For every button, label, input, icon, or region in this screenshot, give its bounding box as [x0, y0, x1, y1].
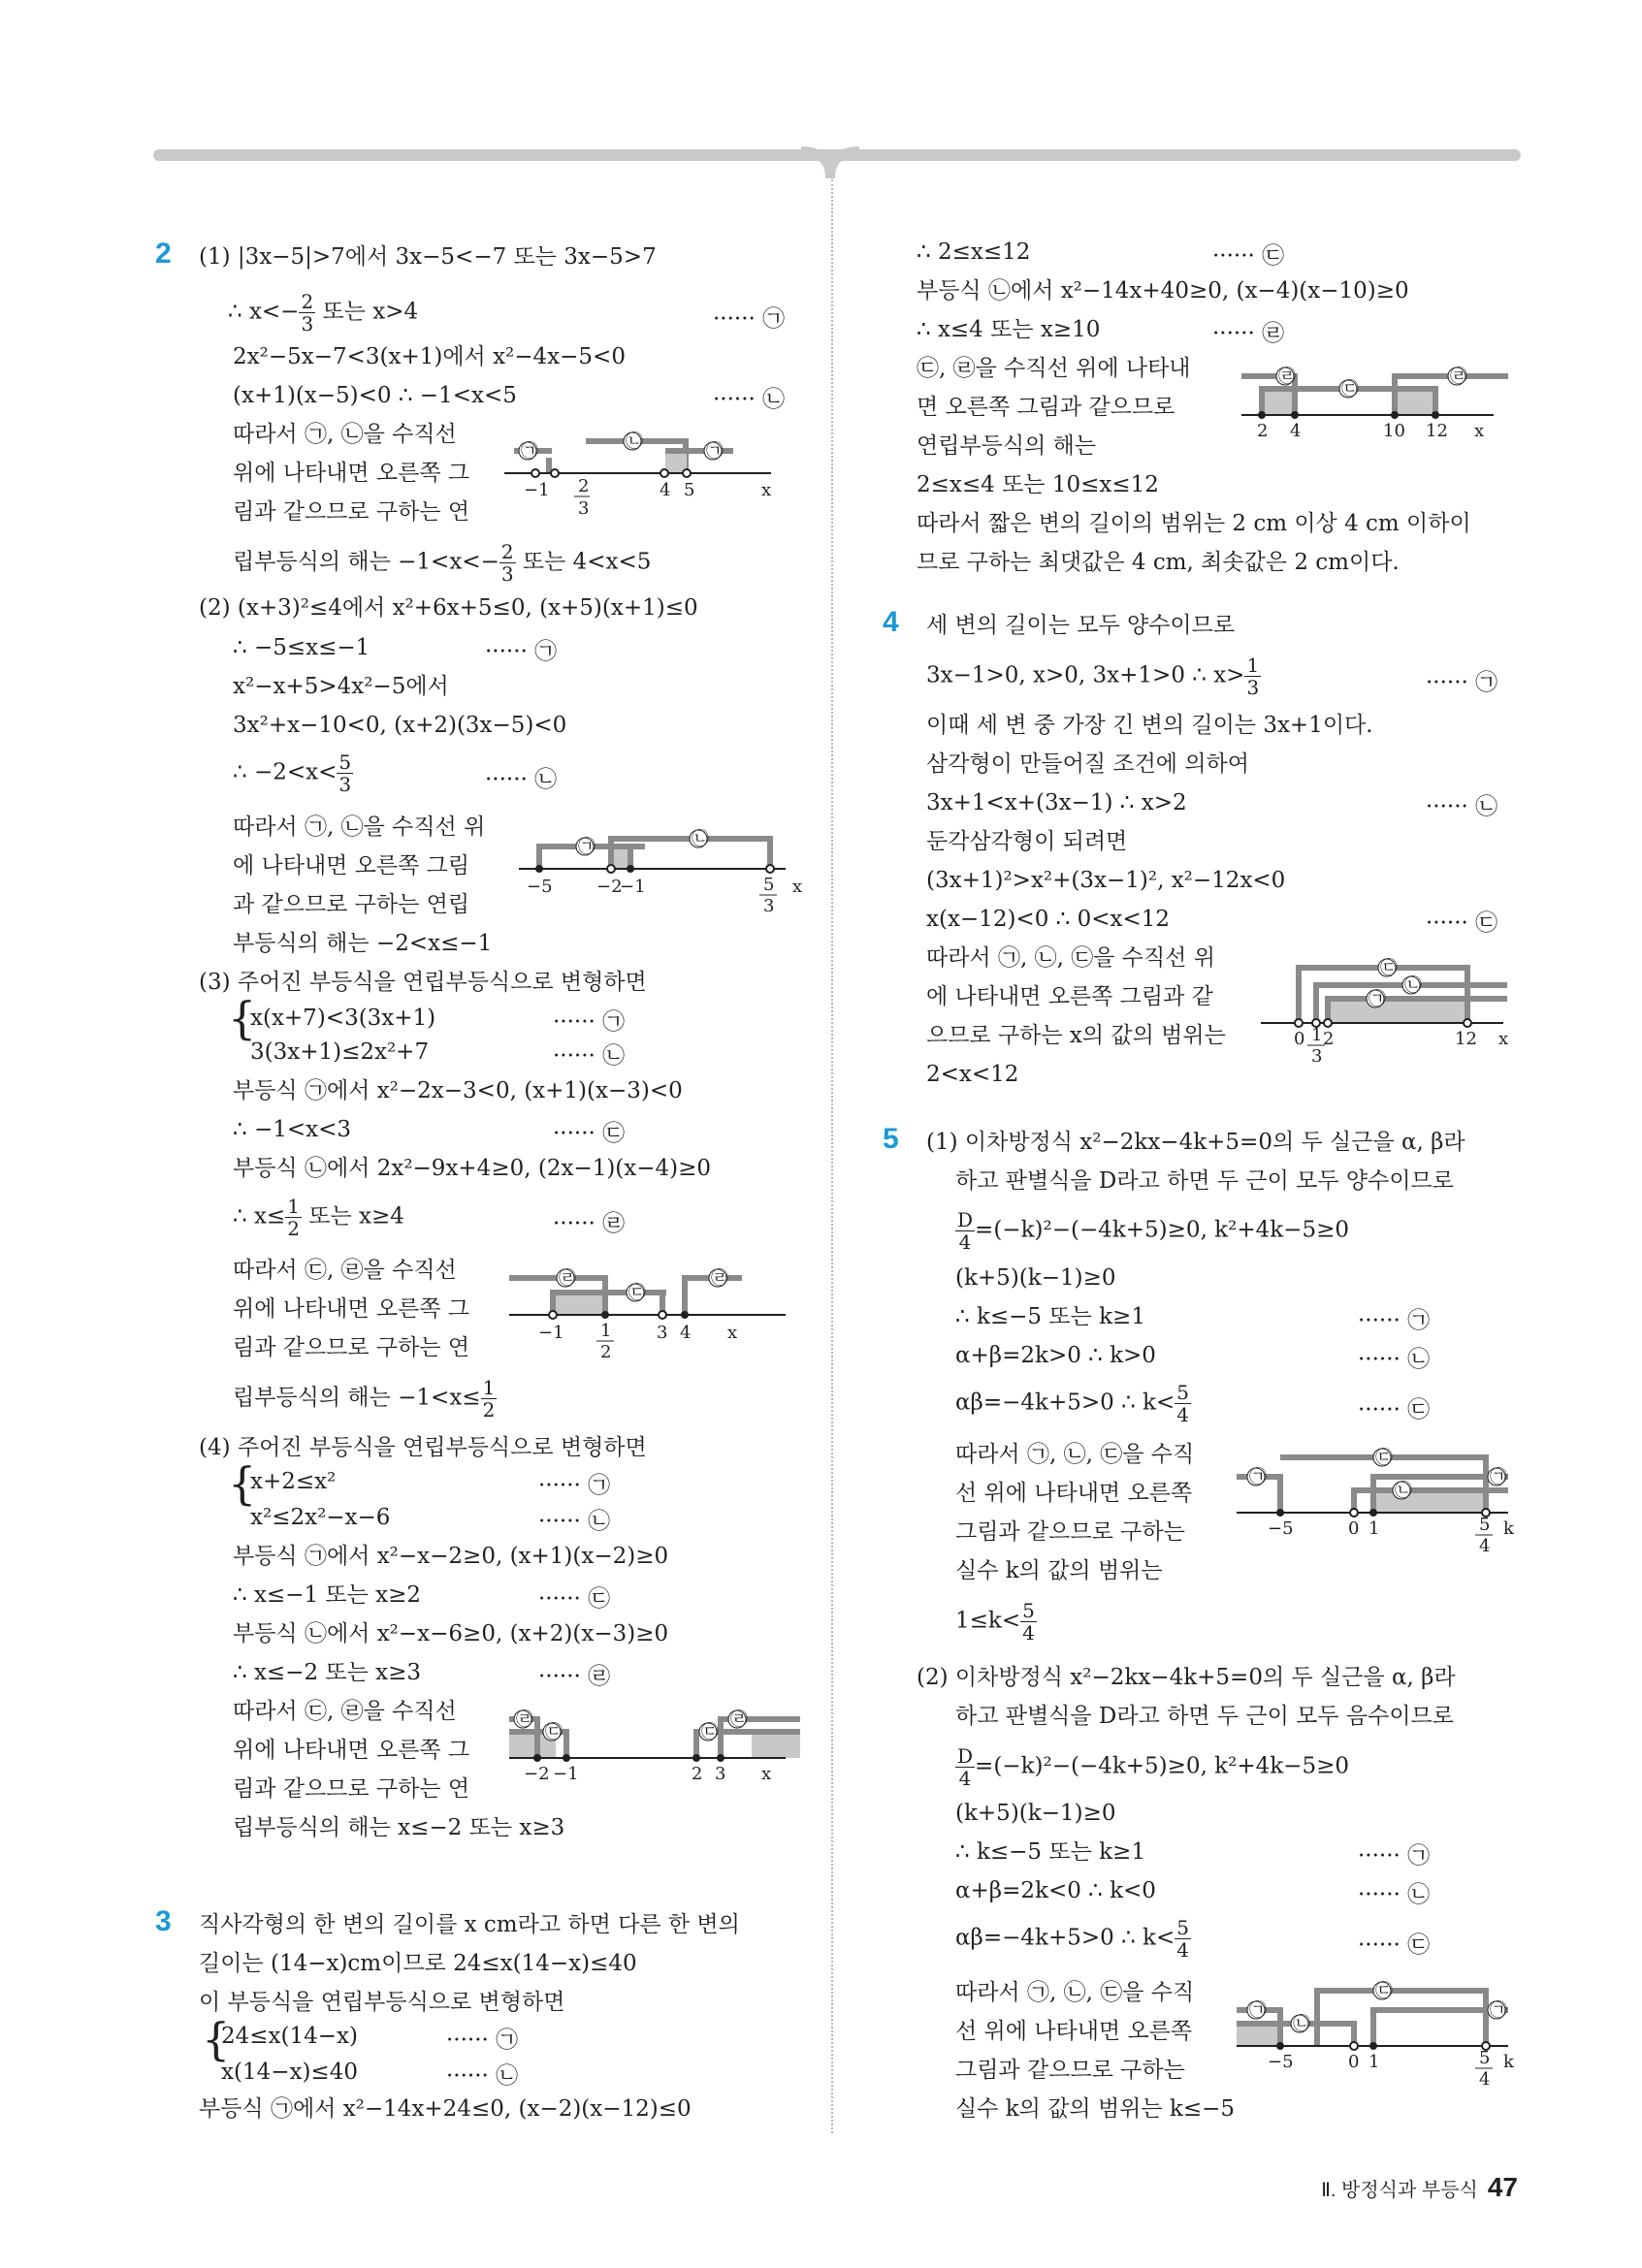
number-line-2-4: [509, 1702, 810, 1784]
p2-1-line7: 림과 같으므로 구하는 연: [233, 499, 470, 525]
p2-2-line7: 에 나타내면 오른쪽 그림: [233, 853, 470, 878]
p5-2-line5: ∴ k≤−5 또는 k≥1: [955, 1839, 1145, 1865]
p2-3-line9: 립부등식의 해는 −1<x≤ $\frac{1}{2}$: [233, 1376, 496, 1421]
p2-3-line6: 따라서 ㉢, ㉣을 수직선: [233, 1258, 457, 1283]
nl-frac-den: 3: [578, 498, 590, 519]
top-bar-notch: [801, 145, 859, 184]
p5-2-line6: α+β=2k<0 ∴ k<0: [955, 1878, 1156, 1903]
problem-number-2: 2: [155, 238, 172, 270]
nl-frac-num: 5: [1479, 2048, 1491, 2068]
p2-4-system2: x²≤2x²−x−6: [250, 1505, 391, 1530]
nl-tick: x: [792, 877, 803, 897]
p4-line6: 둔각삼각형이 되려면: [926, 829, 1128, 854]
p2-3-line5: ∴ x≤ $\frac{1}{2}$ 또는 x≥4: [233, 1195, 404, 1240]
fraction: $\frac{1}{2}$: [482, 1376, 496, 1421]
nl-tick: −1: [553, 1764, 579, 1784]
fraction: $\frac{D}{4}$: [957, 1208, 974, 1254]
p4-line9: 따라서 ㉠, ㉡, ㉢을 수직선 위: [926, 945, 1215, 971]
nl-label: ㉠: [706, 441, 724, 462]
nl-tick: −5: [1268, 2052, 1294, 2072]
p2-4-line2: 부등식 ㉠에서 x²−x−2≥0, (x+1)(x−2)≥0: [233, 1544, 669, 1569]
nl-frac-num: 1: [1311, 1025, 1323, 1045]
p2-2-line3: x²−x+5>4x²−5에서: [233, 674, 449, 699]
p2-1-line6: 위에 나타내면 오른쪽 그: [233, 461, 470, 486]
nl-label: ㉢: [1375, 1448, 1393, 1468]
system-brace: {: [228, 992, 257, 1044]
nl-tick: 5: [684, 480, 695, 500]
p3-r5: 면 오른쪽 그림과 같으므로: [917, 395, 1175, 420]
nl-tick: −5: [527, 877, 553, 897]
p2-4-line3: ∴ x≤−1 또는 x≥2: [233, 1582, 422, 1608]
p4-line2: 3x−1>0, x>0, 3x+1>0 ∴ x> $\frac{1}{3}$: [926, 654, 1260, 699]
nl-label: ㉢: [1375, 1981, 1393, 2001]
p5-1-line8: 따라서 ㉠, ㉡, ㉢을 수직: [955, 1442, 1195, 1467]
nl-tick: 2: [1257, 421, 1269, 441]
problem-number-4: 4: [883, 606, 899, 638]
p2-3-smark1: ······ ㉠: [553, 1009, 626, 1035]
p2-3-system1: x(x+7)<3(3x+1): [250, 1006, 436, 1031]
nl-frac-den: 3: [763, 896, 775, 916]
p3-smark2: ······ ㉡: [446, 2063, 519, 2089]
nl-label: ㉣: [516, 1709, 533, 1730]
p5-2-mark1: ······ ㉠: [1358, 1843, 1431, 1869]
p5-2-mark3: ······ ㉢: [1358, 1933, 1431, 1958]
nl-tick: x: [761, 1764, 772, 1784]
p5-2-line4: (k+5)(k−1)≥0: [955, 1801, 1116, 1826]
p5-1-line1: (1) 이차방정식 x²−2kx−4k+5=0의 두 실근을 α, β라: [926, 1130, 1465, 1155]
number-line-5-2: [1237, 1978, 1528, 2090]
p4-mark1: ······ ㉠: [1426, 670, 1498, 695]
p2-2-line1: (2) (x+3)²≤4에서 x²+6x+5≤0, (x+5)(x+1)≤0: [199, 595, 698, 621]
nl-tick: 10: [1383, 421, 1405, 441]
p2-2-line2: ∴ −5≤x≤−1: [233, 635, 370, 660]
nl-tick: 2: [692, 1764, 703, 1784]
p3-line4: 부등식 ㉠에서 x²−14x+24≤0, (x−2)(x−12)≤0: [199, 2096, 692, 2122]
p2-1-line2: ∴ x<− $\frac{2}{3}$ 또는 x>4: [228, 290, 419, 335]
nl-tick: x: [1474, 421, 1485, 441]
nl-label: ㉢: [701, 1722, 719, 1742]
p4-line12: 2<x<12: [926, 1062, 1019, 1087]
nl-label: ㉡: [1293, 2014, 1310, 2034]
number-line-4: [1261, 955, 1532, 1067]
p2-1-mark1: ······ ㉠: [713, 306, 786, 332]
nl-frac-num: 1: [600, 1321, 612, 1341]
nl-label: ㉠: [578, 837, 596, 857]
nl-label: ㉣: [559, 1268, 576, 1289]
p3-r1: ∴ 2≤x≤12: [917, 240, 1031, 265]
nl-tick: 4: [680, 1323, 692, 1343]
p3-r2: 부등식 ㉡에서 x²−14x+40≥0, (x−4)(x−10)≥0: [917, 278, 1409, 303]
p5-1-line11: 실수 k의 값의 범위는: [955, 1558, 1163, 1583]
p5-2-line3: $\frac{D}{4}$ =(−k)²−(−4k+5)≥0, k²+4k−5≥0: [957, 1744, 1349, 1790]
nl-tick: −2: [524, 1764, 550, 1784]
p2-2-mark1: ······ ㉠: [485, 639, 558, 664]
page-footer: [1321, 2172, 1518, 2203]
p3-system1: 24≤x(14−x): [221, 2024, 358, 2049]
nl-label: ㉣: [1450, 367, 1467, 387]
p2-3-line7: 위에 나타내면 오른쪽 그: [233, 1296, 470, 1322]
nl-label: ㉢: [545, 1722, 563, 1742]
fraction: $\frac{2}{3}$: [301, 290, 314, 335]
p5-1-line3: $\frac{D}{4}$ =(−k)²−(−4k+5)≥0, k²+4k−5≥0: [957, 1208, 1349, 1254]
chapter-title: Ⅱ. 방정식과 부등식: [1321, 2180, 1478, 2201]
p2-4-system1: x+2≤x²: [250, 1469, 337, 1494]
nl-tick: −1: [538, 1323, 564, 1343]
p3-smark1: ······ ㉠: [446, 2028, 519, 2053]
nl-label: ㉠: [1249, 1467, 1267, 1487]
p2-1-line8: 립부등식의 해는 −1<x<− $\frac{2}{3}$ 또는 4<x<5: [233, 540, 652, 586]
number-line-3: [1241, 359, 1523, 441]
nl-frac-num: 5: [763, 875, 775, 895]
nl-tick: −1: [524, 480, 550, 500]
p2-4-smark2: ······ ㉡: [538, 1509, 611, 1534]
p2-1-line3: 2x²−5x−7<3(x+1)에서 x²−4x−5<0: [233, 344, 626, 369]
nl-tick: −2: [596, 877, 623, 897]
fraction: $\frac{5}{3}$: [338, 751, 352, 796]
p2-4-mark2: ······ ㉣: [538, 1664, 611, 1689]
p3-r3-mark: ······ ㉣: [1212, 321, 1285, 346]
p2-1-mark2: ······ ㉡: [713, 387, 786, 412]
p3-r6: 연립부등식의 해는: [917, 433, 1097, 459]
p4-line8: x(x−12)<0 ∴ 0<x<12: [926, 907, 1171, 932]
nl-tick: 0: [1348, 1518, 1360, 1539]
number-line-2-3: [509, 1261, 810, 1362]
p3-r7: 2≤x≤4 또는 10≤x≤12: [917, 472, 1159, 497]
p5-2-line9: 선 위에 나타내면 오른쪽: [955, 2019, 1193, 2044]
p2-4-line5: ∴ x≤−2 또는 x≥3: [233, 1660, 422, 1685]
p3-r1-mark: ······ ㉢: [1212, 243, 1285, 269]
p5-2-line2: 하고 판별식을 D라고 하면 두 근이 모두 음수이므로: [955, 1704, 1454, 1729]
p2-2-line9: 부등식의 해는 −2<x≤−1: [233, 931, 493, 956]
nl-label: ㉠: [1490, 2000, 1507, 2021]
nl-label: ㉡: [626, 431, 643, 452]
p2-3-mark1: ······ ㉢: [553, 1121, 626, 1146]
p2-2-line6: 따라서 ㉠, ㉡을 수직선 위: [233, 815, 486, 840]
nl-label: ㉡: [692, 829, 709, 849]
p4-line10: 에 나타내면 오른쪽 그림과 같: [926, 984, 1213, 1009]
nl-label: ㉢: [628, 1283, 646, 1303]
nl-label: ㉠: [1368, 989, 1386, 1009]
number-line-5-1: [1237, 1445, 1528, 1556]
p2-4-smark1: ······ ㉠: [538, 1473, 611, 1498]
nl-tick: −1: [620, 877, 646, 897]
p2-4-line9: 립부등식의 해는 x≤−2 또는 x≥3: [233, 1815, 565, 1840]
nl-tick: 2: [1323, 1029, 1335, 1049]
p5-1-mark2: ······ ㉡: [1358, 1347, 1431, 1372]
p2-3-line4: 부등식 ㉡에서 2x²−9x+4≥0, (2x−1)(x−4)≥0: [233, 1156, 712, 1181]
p2-3-line3: ∴ −1<x<3: [233, 1117, 351, 1142]
p4-line1: 세 변의 길이는 모두 양수이므로: [926, 613, 1236, 638]
p2-1-line1: (1) |3x−5|>7에서 3x−5<−7 또는 3x−5>7: [199, 244, 657, 270]
system-brace: {: [202, 2013, 231, 2065]
fraction: $\frac{5}{4}$: [1176, 1381, 1189, 1426]
nl-frac-den: 4: [1479, 1536, 1491, 1556]
nl-tick: x: [727, 1323, 738, 1343]
p4-line5: 3x+1<x+(3x−1) ∴ x>2: [926, 790, 1187, 815]
p2-3-mark2: ······ ㉣: [553, 1211, 626, 1236]
nl-label: ㉠: [1249, 2000, 1267, 2021]
system-brace: {: [228, 1457, 257, 1510]
nl-tick: 3: [715, 1764, 726, 1784]
p2-4-line8: 림과 같으므로 구하는 연: [233, 1776, 470, 1802]
nl-label: ㉢: [1341, 379, 1359, 399]
p3-line2: 길이는 (14−x)cm이므로 24≤x(14−x)≤40: [199, 1951, 637, 1976]
p2-2-line8: 과 같으므로 구하는 연립: [233, 892, 470, 917]
p2-4-mark1: ······ ㉢: [538, 1586, 611, 1612]
column-divider: [831, 179, 833, 2133]
fraction: $\frac{5}{4}$: [1022, 1599, 1035, 1645]
p5-1-line12: 1≤k< $\frac{5}{4}$: [955, 1599, 1035, 1645]
fraction: $\frac{D}{4}$: [957, 1744, 974, 1790]
p2-3-smark2: ······ ㉡: [553, 1043, 626, 1069]
fraction: $\frac{1}{3}$: [1246, 654, 1260, 699]
p2-4-line1: (4) 주어진 부등식을 연립부등식으로 변형하면: [199, 1435, 647, 1460]
p3-r8: 따라서 짧은 변의 길이의 범위는 2 cm 이상 4 cm 이하이: [917, 511, 1471, 536]
nl-label: ㉢: [1380, 958, 1398, 978]
p4-line7: (3x+1)²>x²+(3x−1)², x²−12x<0: [926, 868, 1286, 893]
p4-line11: 으므로 구하는 x의 값의 범위는: [926, 1023, 1226, 1048]
p4-line3: 이때 세 변 중 가장 긴 변의 길이는 3x+1이다.: [926, 713, 1373, 738]
p5-2-line11: 실수 k의 값의 범위는 k≤−5: [955, 2096, 1236, 2122]
p2-3-line8: 림과 같으므로 구하는 연: [233, 1335, 470, 1360]
fraction: $\frac{1}{2}$: [287, 1195, 300, 1240]
p4-mark2: ······ ㉡: [1426, 794, 1498, 819]
nl-frac-num: 5: [1479, 1515, 1491, 1535]
p3-r3: ∴ x≤4 또는 x≥10: [917, 317, 1101, 342]
problem-number-5: 5: [883, 1123, 899, 1155]
p5-2-mark2: ······ ㉡: [1358, 1882, 1431, 1907]
nl-tick: 1: [1368, 1518, 1380, 1539]
p5-1-line10: 그림과 같으므로 구하는: [955, 1519, 1185, 1545]
problem-number-3: 3: [155, 1905, 172, 1937]
nl-frac-den: 3: [1311, 1046, 1323, 1067]
p5-1-mark1: ······ ㉠: [1358, 1308, 1431, 1333]
nl-tick: x: [1498, 1029, 1509, 1049]
p5-2-line7: αβ=−4k+5>0 ∴ k< $\frac{5}{4}$: [955, 1916, 1189, 1962]
p2-3-line1: (3) 주어진 부등식을 연립부등식으로 변형하면: [199, 970, 647, 995]
p2-4-line4: 부등식 ㉡에서 x²−x−6≥0, (x+2)(x−3)≥0: [233, 1621, 669, 1646]
p2-2-mark2: ······ ㉡: [485, 767, 558, 792]
p3-r9: 므로 구하는 최댓값은 4 cm, 최솟값은 2 cm이다.: [917, 550, 1400, 575]
p5-1-line6: α+β=2k>0 ∴ k>0: [955, 1343, 1156, 1368]
nl-label: ㉣: [711, 1268, 728, 1289]
nl-frac-den: 2: [600, 1342, 612, 1362]
p5-1-line7: αβ=−4k+5>0 ∴ k< $\frac{5}{4}$: [955, 1381, 1189, 1426]
nl-frac-den: 4: [1479, 2069, 1491, 2090]
fraction: $\frac{2}{3}$: [500, 540, 514, 586]
p3-system2: x(14−x)≤40: [221, 2060, 358, 2085]
p2-4-line7: 위에 나타내면 오른쪽 그: [233, 1738, 470, 1763]
p3-r4: ㉢, ㉣을 수직선 위에 나타내: [917, 356, 1191, 381]
nl-tick: 12: [1455, 1029, 1477, 1049]
nl-tick: k: [1503, 1518, 1514, 1539]
number-line-2-2: [519, 815, 810, 916]
nl-tick: 3: [657, 1323, 668, 1343]
p2-4-line6: 따라서 ㉢, ㉣을 수직선: [233, 1699, 457, 1724]
p3-line3: 이 부등식을 연립부등식으로 변형하면: [199, 1990, 565, 2015]
nl-tick: x: [761, 480, 772, 500]
nl-tick: 4: [660, 480, 671, 500]
nl-label: ㉠: [1490, 1467, 1507, 1487]
page-number: 47: [1487, 2172, 1518, 2202]
p2-1-line5: 따라서 ㉠, ㉡을 수직선: [233, 422, 457, 447]
nl-tick: 0: [1294, 1029, 1305, 1049]
nl-label: ㉡: [1395, 1481, 1412, 1501]
nl-tick: k: [1503, 2052, 1514, 2072]
p5-2-line1: (2) 이차방정식 x²−2kx−4k+5=0의 두 실근을 α, β라: [917, 1665, 1456, 1690]
nl-tick: −5: [1268, 1518, 1294, 1539]
nl-label: ㉣: [730, 1709, 748, 1730]
p2-3-line2: 부등식 ㉠에서 x²−2x−3<0, (x+1)(x−3)<0: [233, 1078, 683, 1103]
p5-1-line2: 하고 판별식을 D라고 하면 두 근이 모두 양수이므로: [955, 1168, 1454, 1194]
p5-1-line4: (k+5)(k−1)≥0: [955, 1265, 1116, 1291]
nl-tick: 1: [1368, 2052, 1380, 2072]
nl-tick: 12: [1426, 421, 1448, 441]
nl-label: ㉠: [521, 441, 538, 462]
p2-2-line5: ∴ −2<x< $\frac{5}{3}$: [233, 751, 352, 796]
nl-label: ㉣: [1278, 367, 1296, 387]
p3-line1: 직사각형의 한 변의 길이를 x cm라고 하면 다른 한 변의: [199, 1912, 740, 1937]
nl-frac-num: 2: [578, 476, 590, 496]
p5-1-line9: 선 위에 나타내면 오른쪽: [955, 1481, 1193, 1506]
p2-1-line4: (x+1)(x−5)<0 ∴ −1<x<5: [233, 383, 517, 408]
p5-1-mark3: ······ ㉢: [1358, 1397, 1431, 1422]
p5-2-line8: 따라서 ㉠, ㉡, ㉢을 수직: [955, 1980, 1195, 2005]
p4-line4: 삼각형이 만들어질 조건에 의하여: [926, 751, 1249, 777]
p4-mark3: ······ ㉢: [1426, 910, 1498, 936]
fraction: $\frac{5}{4}$: [1176, 1916, 1189, 1962]
number-line-2-1: [514, 422, 805, 519]
p2-3-system2: 3(3x+1)≤2x²+7: [250, 1039, 430, 1065]
nl-label: ㉡: [1404, 975, 1422, 996]
nl-tick: 0: [1348, 2052, 1360, 2072]
p2-2-line4: 3x²+x−10<0, (x+2)(3x−5)<0: [233, 713, 567, 738]
p5-1-line5: ∴ k≤−5 또는 k≥1: [955, 1304, 1145, 1329]
nl-tick: 4: [1290, 421, 1302, 441]
p5-2-line10: 그림과 같으므로 구하는: [955, 2058, 1185, 2083]
